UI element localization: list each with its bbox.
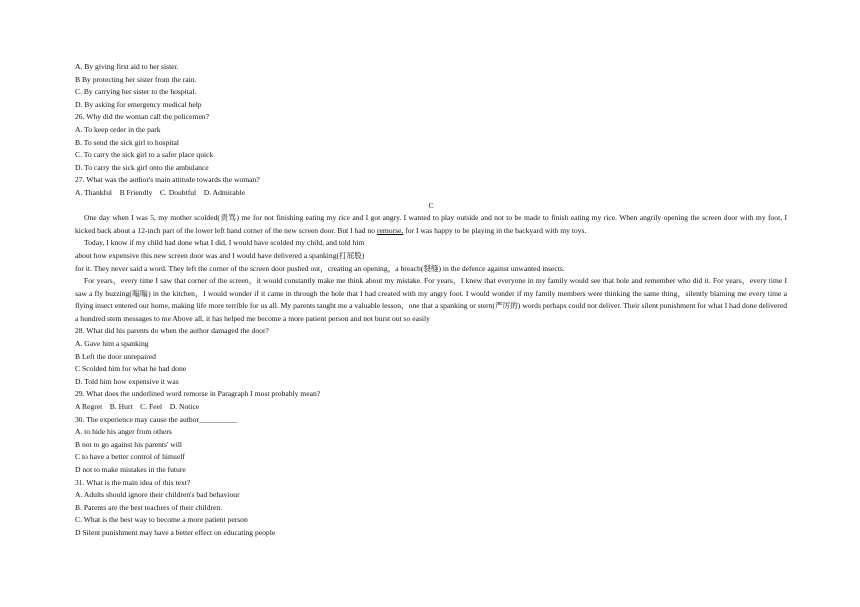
q25-option-c: C. By carrying her sister to the hospital.: [75, 87, 197, 97]
q31-option-b: B. Parents are the best teachers of their children.: [75, 502, 223, 512]
q28-option-a: A. Gave him a spanking: [75, 339, 149, 349]
passage-paragraph-2-line-3: for it. They never said a word. They left the corner of the screen door pushed out，creating an opening，a breach(裂缝) in the defence against unwanted insects.: [75, 263, 565, 273]
q26-option-d: D. To carry the sick girl onto the ambulance: [75, 162, 209, 172]
q25-option-d: D. By asking for emergency medical help: [75, 99, 202, 109]
underlined-word-remorse: remorse,: [376, 225, 404, 235]
q31-option-d: D Silent punishment may have a better effect on educating people: [75, 527, 276, 537]
section-label: C: [428, 200, 434, 210]
passage-paragraph-1: [75, 212, 787, 237]
q31-question: 31. What is the main idea of this text?: [75, 477, 191, 487]
passage-paragraph-3: For years，every time I saw that corner of the screen，it would constantly make me think about my mistake. For years，I knew that everyone in my family would see that hole and remember who did it. For years，every time I saw a fly buzzing(嗡嗡) in the kitchen，I would wonder if it came in through the hole that I had created with my angry foot. I would wonder if my family members were thinking the same thing，silently blaming me every time a flying insect entered our home, making life more terrible for us all. My parents taught me a valuable lesson，one that a spanking or stern(严厉的) words perhaps could not deliver. Their silent punishment for what I had done delivered a hundred stem messages to me Above all, it has helped me become a more patient person and not burst out so easily: [75, 276, 787, 323]
q30-option-c: C to have a better control of himself: [75, 452, 185, 462]
q29-options: A Regret B. Hurt C. Feel D. Notice: [75, 402, 200, 412]
q31-option-c: C. What is the best way to become a more patient person: [75, 515, 248, 525]
q30-question: 30. The experience may cause the author__________: [75, 414, 238, 424]
q28-option-b: B Left the door unrepaired: [75, 351, 156, 361]
paragraph-1-text: One day when I was 5, my mother scolded(责骂) me for not finishing eating my rice and I got angry. I wanted to play outside and not to be made to finish eating my rice. When angrily opening the screen door with my foot, I kicked back about a 12-inch part of the lower left hand corner of the new screen door. But I had no: [75, 213, 787, 235]
page-content: [75, 61, 787, 540]
q28-question: 28. What did his parents do when the author damaged the door?: [75, 326, 269, 336]
q25-option-b: B By protecting her sister from the rain.: [75, 74, 197, 84]
q29-question: 29. What does the underlined word remorse in Paragraph I most probably mean?: [75, 389, 321, 399]
q25-option-a: A. By giving first aid to her sister.: [75, 62, 179, 71]
paragraph-1-end: for I was happy to be playing in the backyard with my toys.: [403, 225, 587, 235]
q27-question: 27. What was the author's main attitude towards the woman?: [75, 175, 260, 185]
q26-option-b: B. To send the sick girl to hospital: [75, 137, 179, 147]
passage-paragraph-2-line-1: Today, I know if my child had done what I did, I would have scolded my child, and told him: [84, 238, 365, 248]
q31-option-a: A. Adults should ignore their children's bad behaviour: [75, 490, 240, 500]
q28-option-c: C Scolded him for what he had done: [75, 364, 187, 374]
q26-question: 26. Why did the woman call the policemen?: [75, 112, 209, 122]
q28-option-d: D. Told him how expensive it was: [75, 376, 179, 386]
q26-option-c: C. To carry the sick girl to a safer place quick: [75, 150, 214, 160]
passage-paragraph-2-line-2: about how expensive this new screen door was and I would have delivered a spanking(打屁股): [75, 250, 365, 260]
q30-option-b: B not to go against his parents' will: [75, 439, 183, 449]
q27-options: A. Thankful B Friendly C. Doubtful D. Admirable: [75, 187, 246, 197]
q30-option-d: D not to make mistakes in the future: [75, 465, 186, 474]
q30-option-a: A. to hide his anger from others: [75, 427, 172, 437]
q26-option-a: A. To keep order in the park: [75, 124, 161, 134]
